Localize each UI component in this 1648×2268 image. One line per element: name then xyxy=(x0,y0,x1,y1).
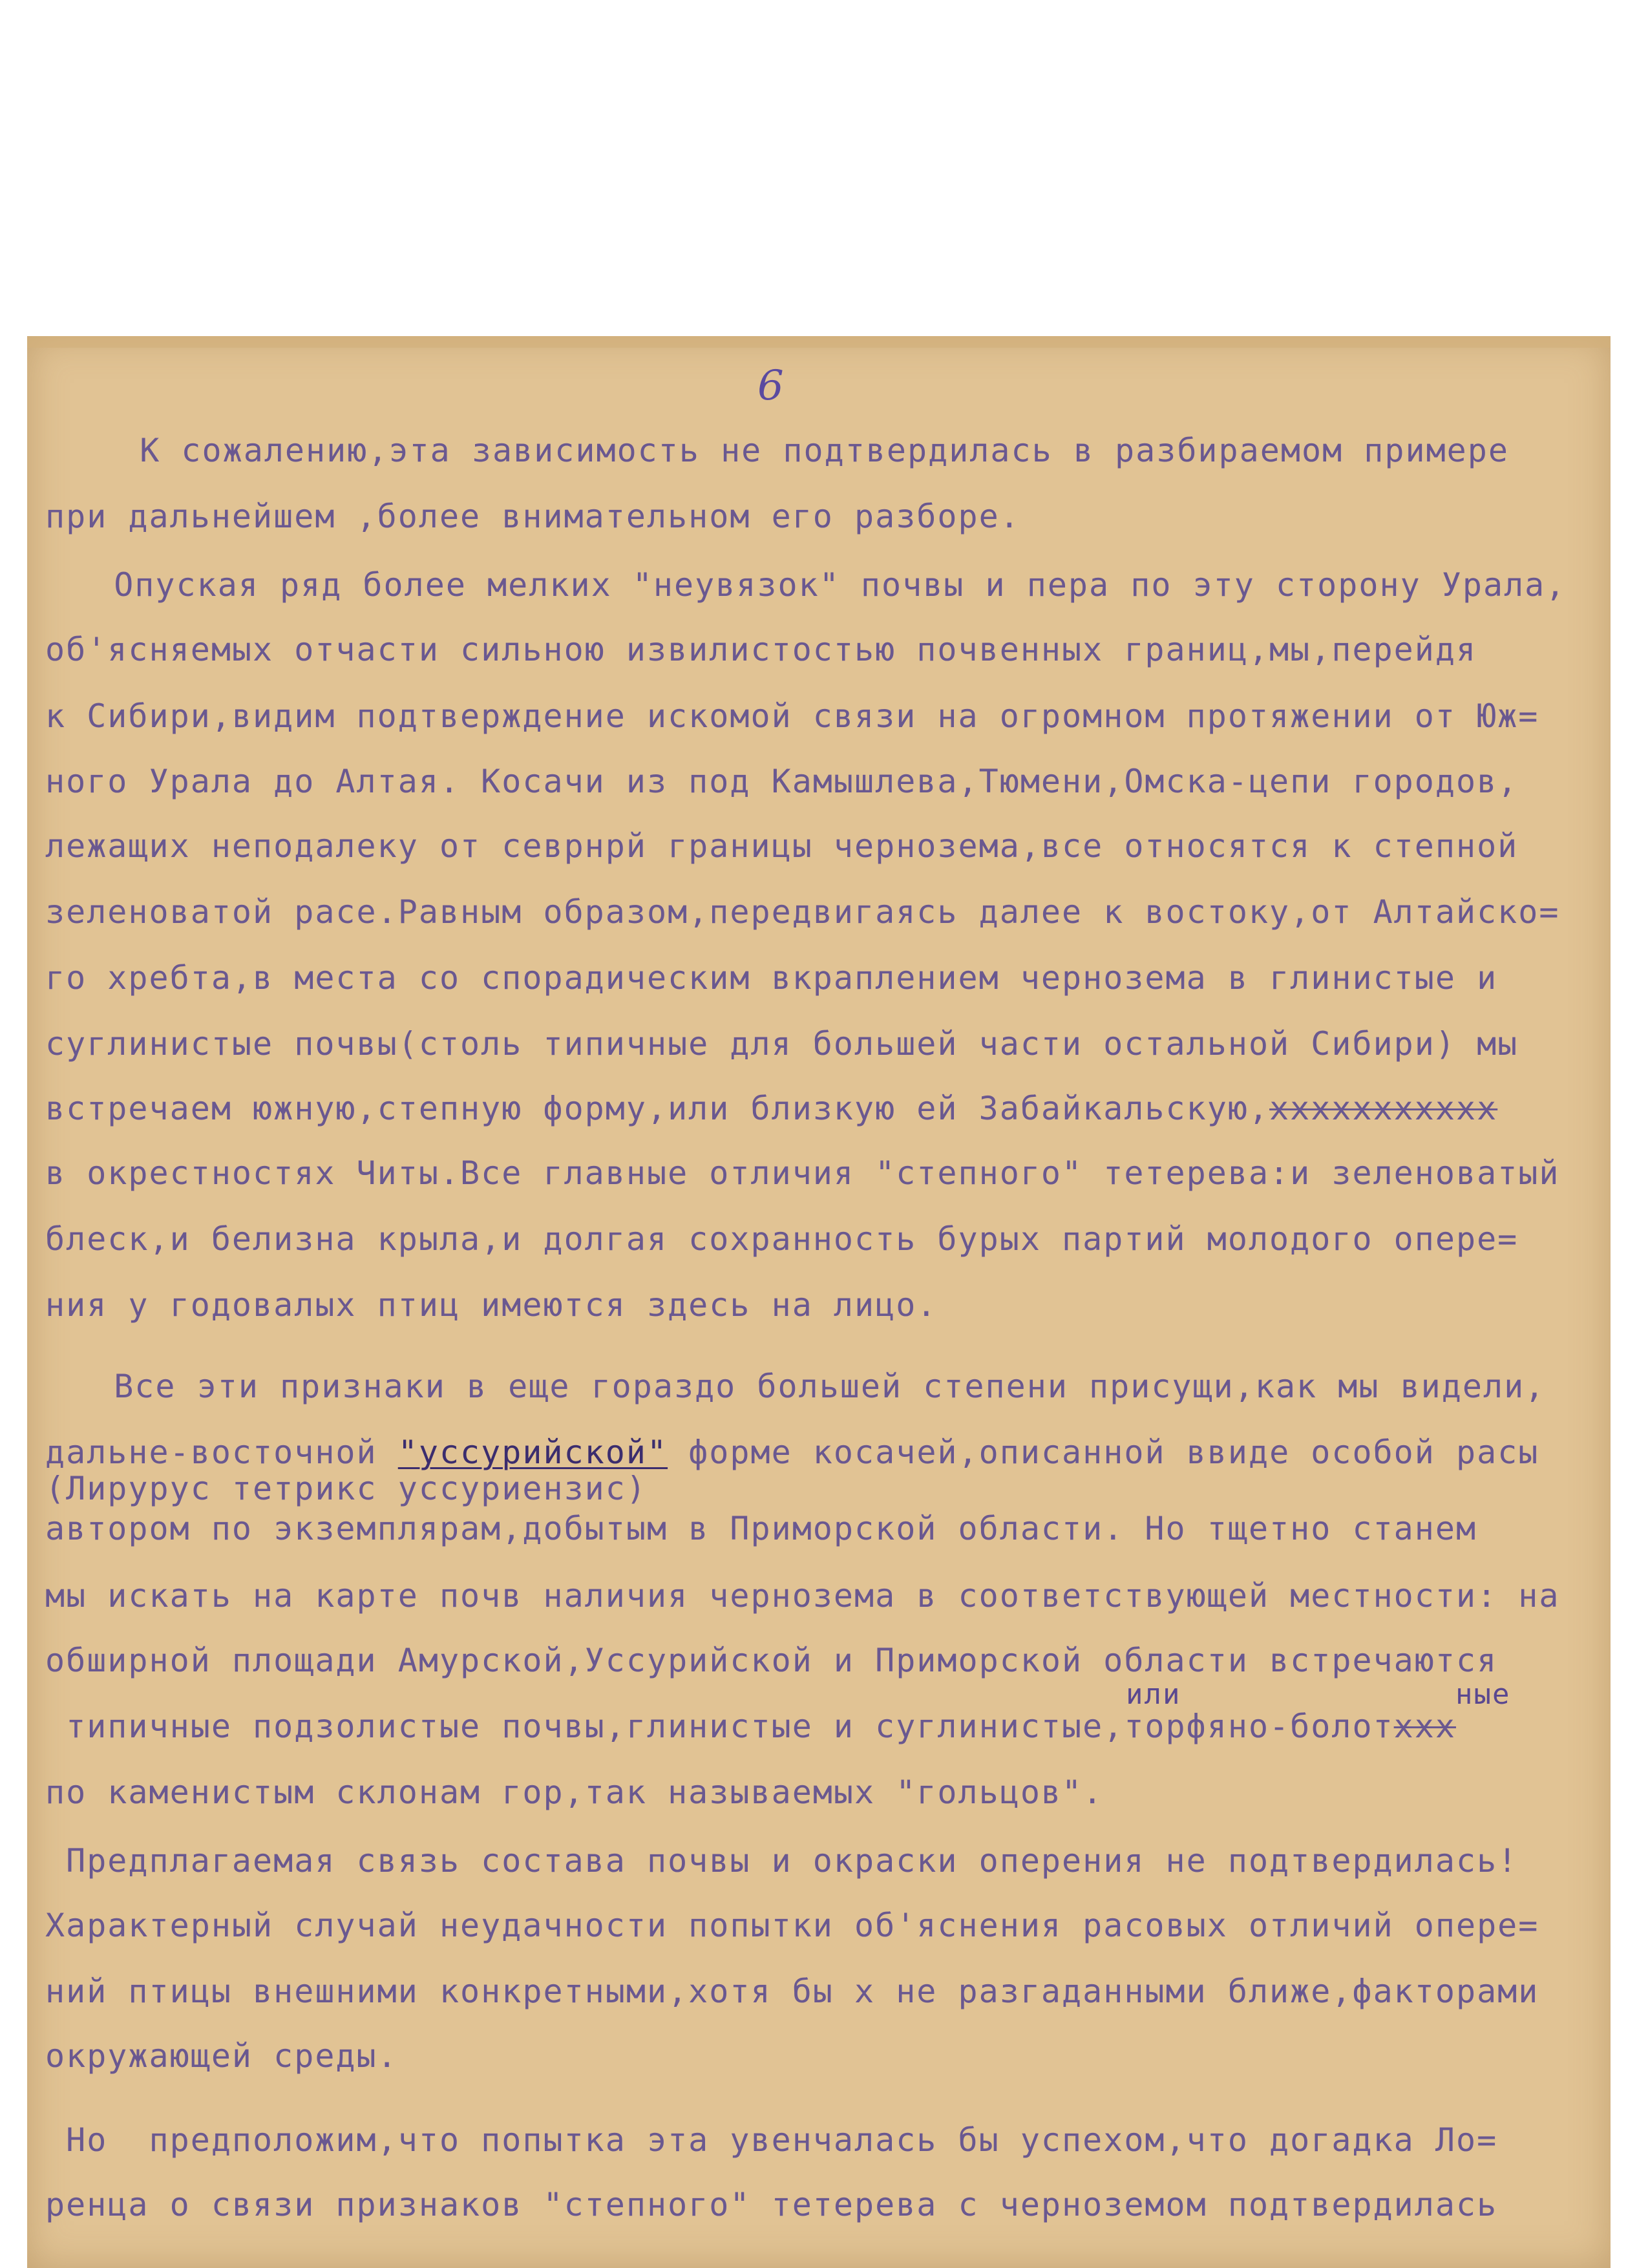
text-line: (Лирурус тетрикс уссуриензис) xyxy=(45,1470,647,1507)
text-line: ного Урала до Алтая. Косачи из под Камышлева,Тюмени,Омска-цепи городов, xyxy=(45,763,1519,800)
text-segment: дальне-восточной xyxy=(45,1434,398,1471)
text-line: го хребта,в места со спорадическим вкраплением чернозема в глинистые и xyxy=(45,959,1498,997)
text-line: блеск,и белизна крыла,и долгая сохранность бурых партий молодого опере= xyxy=(45,1220,1519,1258)
text-line: в окрестностях Читы.Все главные отличия "степного" тетерева:и зеленоватый xyxy=(45,1154,1560,1192)
text-line: Но предположим,что попытка эта увенчалась бы успехом,что догадка Ло= xyxy=(45,2121,1498,2159)
text-line: Характерный случай неудачности попытки об'яснения расовых отличий опере= xyxy=(45,1907,1539,1944)
text-line: ния у годовалых птиц имеются здесь на лицо. xyxy=(45,1286,938,1324)
text-line: ний птицы внешними конкретными,хотя бы х не разгаданными ближе,факторами xyxy=(45,1973,1539,2010)
text-segment: типичные подзолистые почвы,глинистые и суглинистые,торфяно-болот xyxy=(45,1708,1394,1745)
text-line: ренца о связи признаков "степного" тетерева с черноземом подтвердилась xyxy=(45,2186,1498,2223)
underlined-word: "уссурийской" xyxy=(397,1434,668,1471)
text-line: автором по экземплярам,добытым в Приморской области. Но тщетно станем xyxy=(45,1510,1477,1547)
struck-text: xxxxxxxxxxx xyxy=(1269,1090,1498,1127)
text-line: Предплагаемая связь состава почвы и окраски оперения не подтвердилась! xyxy=(45,1842,1519,1880)
text-segment: форме косачей,описанной ввиде особой расы xyxy=(668,1434,1539,1471)
text-line xyxy=(45,1434,1539,1471)
text-line: лежащих неподалеку от севрнрй границы чернозема,все относятся к степной xyxy=(45,827,1519,865)
text-line: Все эти признаки в еще гораздо большей степени присущи,как мы видели, xyxy=(72,1368,1546,1405)
text-line: при дальнейшем ,более внимательном его разборе. xyxy=(45,498,1020,535)
handwritten-insertion-ili: или xyxy=(1126,1678,1181,1711)
struck-text: xxx xyxy=(1393,1708,1456,1745)
text-line: окружающей среды. xyxy=(45,2037,398,2075)
text-line: об'ясняемых отчасти сильною извилистостью почвенных границ,мы,перейдя xyxy=(45,631,1477,668)
paper-edge-stain xyxy=(27,336,1611,348)
text-line: К сожалению,эта зависимость не подтвердилась в разбираемом примере xyxy=(98,432,1509,469)
text-segment: встречаем южную,степную форму,или близкую ей Забайкальскую, xyxy=(45,1090,1270,1127)
text-line: зеленоватой расе.Равным образом,передвигаясь далее к востоку,от Алтайско= xyxy=(45,893,1560,931)
text-line xyxy=(45,1710,1456,1743)
text-line: мы искать на карте почв наличия чернозема в соответствующей местности: на xyxy=(45,1577,1560,1615)
text-line: обширной площади Амурской,Уссурийской и Приморской области встречаются xyxy=(45,1642,1498,1679)
text-line: Опуская ряд более мелких "неувязок" почвы и пера по эту сторону Урала, xyxy=(72,566,1567,604)
handwritten-insertion-nye: ные xyxy=(1455,1678,1511,1711)
text-line: по каменистым склонам гор,так называемых "гольцов". xyxy=(45,1774,1104,1811)
typewritten-page xyxy=(27,336,1611,2268)
text-line: суглинистые почвы(столь типичные для большей части остальной Сибири) мы xyxy=(45,1025,1519,1063)
text-line: к Сибири,видим подтверждение искомой связи на огромном протяжении от Юж= xyxy=(45,697,1539,735)
text-line xyxy=(45,1092,1497,1125)
page-number: 6 xyxy=(757,362,784,410)
